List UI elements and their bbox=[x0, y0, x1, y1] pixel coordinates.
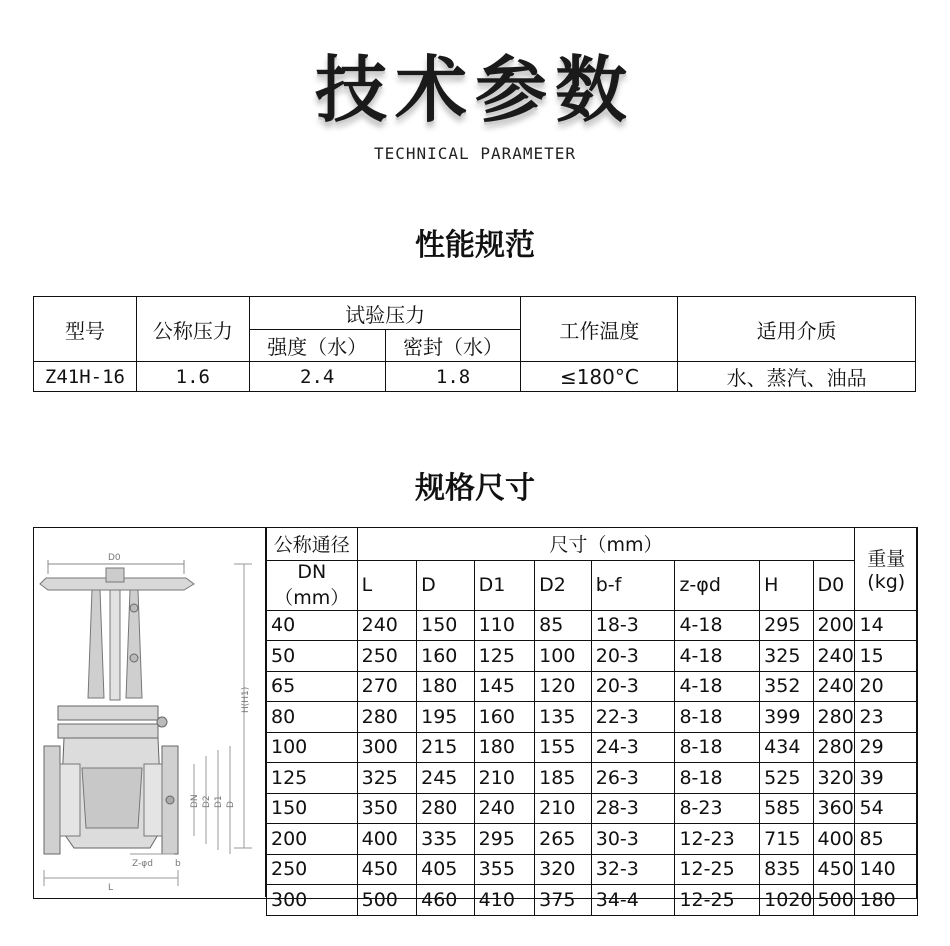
value-strength: 2.4 bbox=[249, 362, 385, 392]
header-weight-bottom: (kg) bbox=[867, 571, 906, 593]
table-cell: 280 bbox=[357, 702, 417, 733]
table-cell: 100 bbox=[535, 641, 592, 672]
table-cell: 4-18 bbox=[675, 610, 760, 641]
table-cell: 135 bbox=[535, 702, 592, 733]
table-cell: 160 bbox=[474, 702, 534, 733]
table-cell: 8-18 bbox=[675, 702, 760, 733]
header-col-b-f: b-f bbox=[591, 560, 675, 610]
table-cell: 375 bbox=[535, 885, 592, 916]
header-col-d0: D0 bbox=[813, 560, 855, 610]
table-cell: 250 bbox=[267, 854, 358, 885]
header-nominal-pressure: 公称压力 bbox=[136, 297, 249, 362]
header-col-d1: D1 bbox=[474, 560, 534, 610]
table-cell: 300 bbox=[357, 732, 417, 763]
drawing-label-b: b bbox=[175, 859, 181, 869]
table-cell: 352 bbox=[760, 671, 813, 702]
spec-table bbox=[266, 527, 918, 916]
table-row bbox=[267, 732, 918, 763]
table-cell: 280 bbox=[813, 732, 855, 763]
spec-section-title: 规格尺寸 bbox=[415, 471, 535, 506]
table-cell: 450 bbox=[357, 854, 417, 885]
performance-data-row bbox=[34, 362, 916, 392]
table-cell: 450 bbox=[813, 854, 855, 885]
spec-subheader-row bbox=[267, 560, 918, 610]
table-cell: 26-3 bbox=[591, 763, 675, 794]
header-col-d2: D2 bbox=[535, 560, 592, 610]
table-cell: 120 bbox=[535, 671, 592, 702]
header-dn-bottom: DN（mm） bbox=[267, 560, 358, 610]
table-cell: 355 bbox=[474, 854, 534, 885]
drawing-label-d: D bbox=[226, 801, 236, 808]
table-cell: 30-3 bbox=[591, 824, 675, 855]
table-row bbox=[267, 763, 918, 794]
drawing-label-d2: D2 bbox=[202, 795, 212, 808]
table-cell: 210 bbox=[535, 793, 592, 824]
table-cell: 15 bbox=[855, 641, 918, 672]
table-cell: 145 bbox=[474, 671, 534, 702]
performance-section-title: 性能规范 bbox=[415, 228, 535, 263]
table-cell: 240 bbox=[357, 610, 417, 641]
table-cell: 245 bbox=[417, 763, 475, 794]
table-cell: 8-18 bbox=[675, 732, 760, 763]
table-cell: 40 bbox=[267, 610, 358, 641]
table-cell: 1020 bbox=[760, 885, 813, 916]
table-cell: 14 bbox=[855, 610, 918, 641]
table-cell: 20-3 bbox=[591, 641, 675, 672]
table-cell: 410 bbox=[474, 885, 534, 916]
header-model: 型号 bbox=[34, 297, 137, 362]
table-cell: 215 bbox=[417, 732, 475, 763]
header-col-z-d: z-φd bbox=[675, 560, 760, 610]
table-cell: 50 bbox=[267, 641, 358, 672]
table-cell: 8-23 bbox=[675, 793, 760, 824]
table-cell: 54 bbox=[855, 793, 918, 824]
table-cell: 23 bbox=[855, 702, 918, 733]
table-cell: 29 bbox=[855, 732, 918, 763]
table-cell: 335 bbox=[417, 824, 475, 855]
value-medium: 水、蒸汽、油品 bbox=[678, 362, 916, 392]
table-cell: 160 bbox=[417, 641, 475, 672]
table-cell: 180 bbox=[474, 732, 534, 763]
table-cell: 400 bbox=[357, 824, 417, 855]
table-cell: 240 bbox=[474, 793, 534, 824]
table-cell: 270 bbox=[357, 671, 417, 702]
table-cell: 200 bbox=[267, 824, 358, 855]
table-cell: 24-3 bbox=[591, 732, 675, 763]
header-temperature: 工作温度 bbox=[521, 297, 678, 362]
drawing-label-d1: D1 bbox=[214, 795, 224, 808]
table-cell: 325 bbox=[760, 641, 813, 672]
table-cell: 280 bbox=[813, 702, 855, 733]
table-cell: 295 bbox=[760, 610, 813, 641]
table-cell: 32-3 bbox=[591, 854, 675, 885]
table-cell: 80 bbox=[267, 702, 358, 733]
table-cell: 320 bbox=[535, 854, 592, 885]
table-cell: 210 bbox=[474, 763, 534, 794]
table-cell: 150 bbox=[417, 610, 475, 641]
value-nominal-pressure: 1.6 bbox=[136, 362, 249, 392]
table-cell: 12-25 bbox=[675, 885, 760, 916]
table-cell: 22-3 bbox=[591, 702, 675, 733]
table-row bbox=[267, 610, 918, 641]
table-cell: 265 bbox=[535, 824, 592, 855]
table-cell: 460 bbox=[417, 885, 475, 916]
performance-header-row bbox=[34, 297, 916, 330]
table-cell: 399 bbox=[760, 702, 813, 733]
table-cell: 140 bbox=[855, 854, 918, 885]
table-cell: 185 bbox=[535, 763, 592, 794]
drawing-label-h: H(H1) bbox=[241, 686, 251, 713]
header-col-d: D bbox=[417, 560, 475, 610]
main-subtitle: TECHNICAL PARAMETER bbox=[373, 144, 577, 163]
table-row bbox=[267, 702, 918, 733]
header-dn-top: 公称通径 bbox=[267, 527, 358, 560]
table-cell: 320 bbox=[813, 763, 855, 794]
spec-block bbox=[33, 527, 917, 911]
value-seal: 1.8 bbox=[385, 362, 521, 392]
table-cell: 250 bbox=[357, 641, 417, 672]
table-row bbox=[267, 885, 918, 916]
table-cell: 4-18 bbox=[675, 671, 760, 702]
drawing-label-d0: D0 bbox=[108, 553, 121, 563]
table-cell: 180 bbox=[855, 885, 918, 916]
table-cell: 200 bbox=[813, 610, 855, 641]
table-cell: 39 bbox=[855, 763, 918, 794]
table-cell: 350 bbox=[357, 793, 417, 824]
value-model: Z41H-16 bbox=[34, 362, 137, 392]
table-cell: 12-25 bbox=[675, 854, 760, 885]
table-cell: 195 bbox=[417, 702, 475, 733]
header-seal: 密封（水） bbox=[385, 330, 521, 362]
value-temperature: ≤180°C bbox=[521, 362, 678, 392]
gate-valve-drawing-svg bbox=[34, 528, 266, 897]
gate-valve-drawing bbox=[34, 528, 266, 897]
table-cell: 8-18 bbox=[675, 763, 760, 794]
header-medium: 适用介质 bbox=[678, 297, 916, 362]
table-row bbox=[267, 793, 918, 824]
table-cell: 20 bbox=[855, 671, 918, 702]
table-cell: 4-18 bbox=[675, 641, 760, 672]
header-weight bbox=[855, 527, 918, 610]
table-cell: 295 bbox=[474, 824, 534, 855]
table-cell: 85 bbox=[855, 824, 918, 855]
table-cell: 20-3 bbox=[591, 671, 675, 702]
table-cell: 500 bbox=[357, 885, 417, 916]
table-row bbox=[267, 824, 918, 855]
table-cell: 715 bbox=[760, 824, 813, 855]
table-cell: 100 bbox=[267, 732, 358, 763]
table-cell: 180 bbox=[417, 671, 475, 702]
drawing-label-zd: Z-φd bbox=[132, 859, 153, 869]
header-col-l: L bbox=[357, 560, 417, 610]
table-cell: 585 bbox=[760, 793, 813, 824]
drawing-label-l: L bbox=[108, 883, 114, 893]
table-cell: 405 bbox=[417, 854, 475, 885]
table-row bbox=[267, 641, 918, 672]
main-title: 技术参数 bbox=[314, 48, 635, 132]
table-cell: 18-3 bbox=[591, 610, 675, 641]
table-row bbox=[267, 671, 918, 702]
header-strength: 强度（水） bbox=[249, 330, 385, 362]
table-cell: 28-3 bbox=[591, 793, 675, 824]
table-cell: 525 bbox=[760, 763, 813, 794]
table-cell: 300 bbox=[267, 885, 358, 916]
table-cell: 65 bbox=[267, 671, 358, 702]
table-cell: 240 bbox=[813, 641, 855, 672]
table-cell: 34-4 bbox=[591, 885, 675, 916]
table-cell: 150 bbox=[267, 793, 358, 824]
header-weight-top: 重量 bbox=[867, 548, 906, 570]
table-row bbox=[267, 854, 918, 885]
header-size: 尺寸（mm） bbox=[357, 527, 855, 560]
table-cell: 360 bbox=[813, 793, 855, 824]
table-cell: 125 bbox=[474, 641, 534, 672]
table-cell: 400 bbox=[813, 824, 855, 855]
drawing-label-dn: DN bbox=[190, 794, 200, 808]
header-col-h: H bbox=[760, 560, 813, 610]
table-cell: 12-23 bbox=[675, 824, 760, 855]
table-cell: 110 bbox=[474, 610, 534, 641]
table-cell: 125 bbox=[267, 763, 358, 794]
table-cell: 280 bbox=[417, 793, 475, 824]
table-cell: 85 bbox=[535, 610, 592, 641]
table-cell: 325 bbox=[357, 763, 417, 794]
table-cell: 500 bbox=[813, 885, 855, 916]
header-test-pressure: 试验压力 bbox=[249, 297, 521, 330]
table-cell: 434 bbox=[760, 732, 813, 763]
table-cell: 240 bbox=[813, 671, 855, 702]
table-cell: 155 bbox=[535, 732, 592, 763]
performance-table bbox=[33, 296, 916, 392]
table-cell: 835 bbox=[760, 854, 813, 885]
spec-header-row bbox=[267, 527, 918, 560]
